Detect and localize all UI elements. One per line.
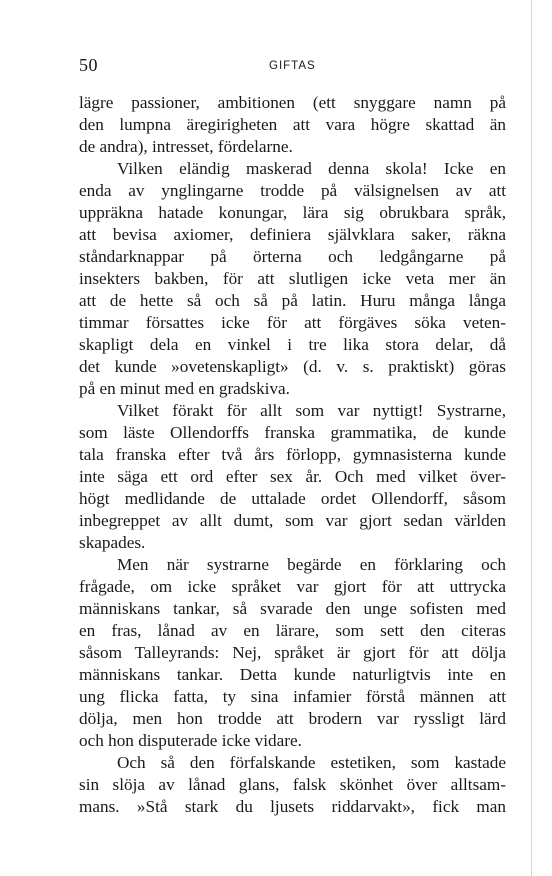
text-line: skapades.: [79, 533, 146, 552]
text-line: de andra), intresset, fördelarne.: [79, 137, 293, 156]
page-header: [79, 55, 509, 79]
page-edge-line: [531, 0, 532, 876]
text-line: en fras, lånad av en lärare, som sett den citeras: [79, 621, 506, 640]
text-line: ståndarknappar på örterna och ledgångarne på: [79, 247, 506, 266]
running-title: GIFTAS: [269, 60, 316, 72]
text-line: uppräkna hatade konungar, lära sig obrukbara språk,: [79, 203, 506, 222]
text-line: dölja, men hon trodde att brodern var ryssligt lärd: [79, 709, 506, 728]
text-line: att bevisa axiomer, definiera självklara saker, räkna: [79, 225, 506, 244]
text-line: och hon disputerade icke vidare.: [79, 731, 302, 750]
text-line: högt medlidande de uttalade ordet Ollendorff, såsom: [79, 489, 506, 508]
text-line: Vilket förakt för allt som var nyttigt! Systrarne,: [117, 401, 506, 420]
text-line: Vilken eländig maskerad denna skola! Icke en: [117, 159, 506, 178]
text-line: människans tankar. Detta kunde naturligtvis inte en: [79, 665, 506, 684]
text-line: på en minut med en gradskiva.: [79, 379, 290, 398]
text-line: att de hette så och så på latin. Huru många långa: [79, 291, 506, 310]
text-line: mans. »Stå stark du ljusets riddarvakt», fick man: [79, 797, 506, 816]
text-line: frågade, om icke språket var gjort för att uttrycka: [79, 577, 506, 596]
text-line: ung flicka fatta, ty sina infamier förstå männen att: [79, 687, 506, 706]
text-line: Men när systrarne begärde en förklaring och: [117, 555, 506, 574]
text-line: såsom Talleyrands: Nej, språket är gjort för att dölja: [79, 643, 506, 662]
text-line: den lumpna äregirigheten att vara högre skattad än: [79, 115, 506, 134]
page-number: 50: [79, 55, 98, 75]
body-text: [79, 92, 506, 818]
text-line: timmar försattes icke för att förgäves söka veten-: [79, 313, 506, 332]
text-line: det kunde »ovetenskapligt» (d. v. s. praktiskt) göras: [79, 357, 506, 376]
text-line: inte säga ett ord efter sex år. Och med vilket över-: [79, 467, 506, 486]
text-line: lägre passioner, ambitionen (ett snyggare namn på: [79, 93, 506, 112]
text-line: inbegreppet av allt dumt, som var gjort sedan världen: [79, 511, 506, 530]
text-line: Och så den förfalskande estetiken, som kastade: [117, 753, 506, 772]
text-line: insekters bakben, för att slutligen icke veta mer än: [79, 269, 506, 288]
text-line: enda av ynglingarne trodde på välsignelsen av att: [79, 181, 506, 200]
text-line: sin slöja av lånad glans, falsk skönhet över alltsam-: [79, 775, 506, 794]
text-line: skapligt dela en vinkel i tre lika stora delar, då: [79, 335, 506, 354]
text-line: tala franska efter två års förlopp, gymnasisterna kunde: [79, 445, 506, 464]
text-line: människans tankar, så svarade den unge sofisten med: [79, 599, 506, 618]
text-line: som läste Ollendorffs franska grammatika, de kunde: [79, 423, 506, 442]
